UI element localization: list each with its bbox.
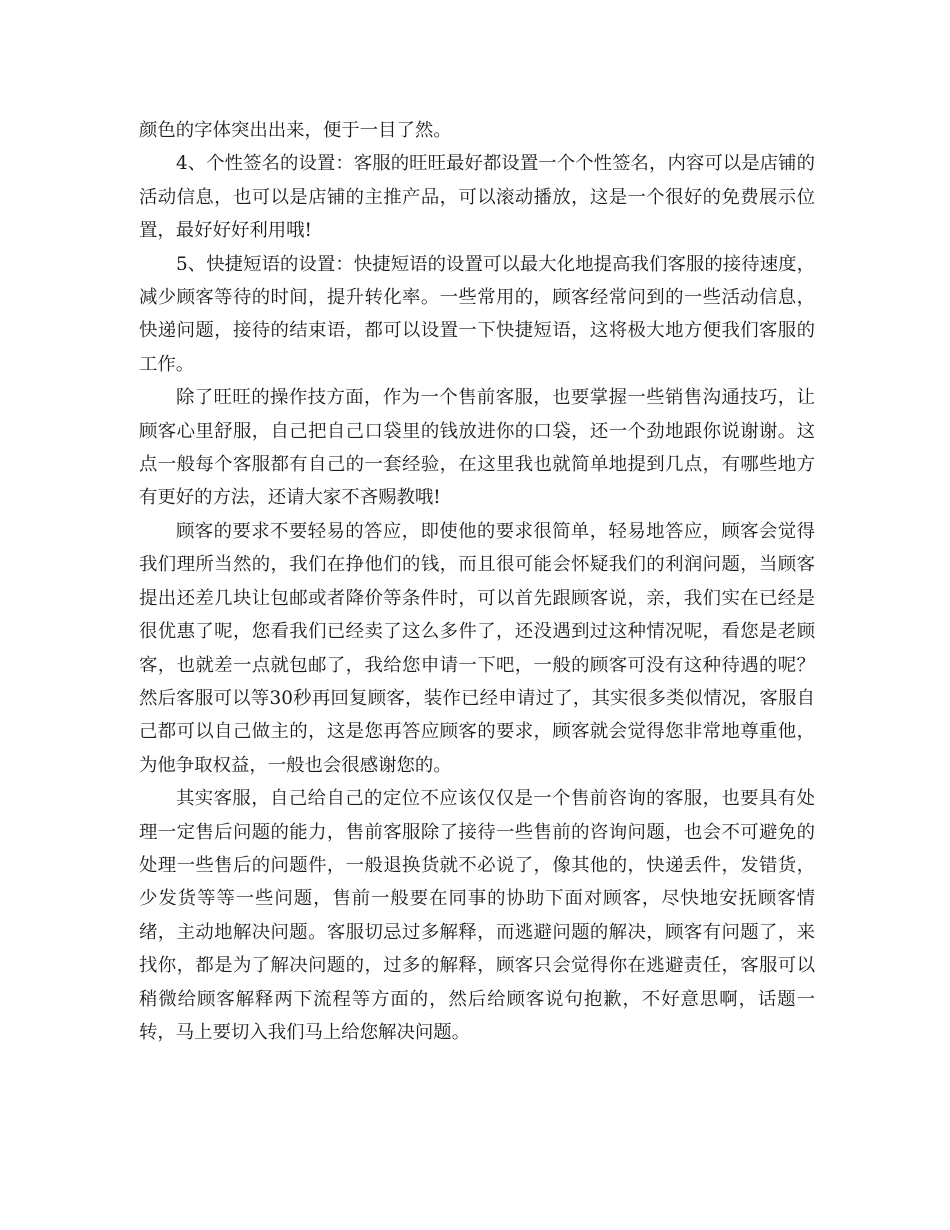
paragraph-customer-requests: 顾客的要求不要轻易的答应，即使他的要求很简单，轻易地答应，顾客会觉得我们理所当然的，我们在挣他们的钱，而且很可能会怀疑我们的利润问题，当顾客提出还差几块让包邮或者降价等条件时，可以首先跟顾客说，亲，我们实在已经是很优惠了呢，您看我们已经卖了这么多件了，还没遇到过这种情况呢，看您是老顾客，也就差一点就包邮了，我给您申请一下吧，一般的顾客可没有这种待遇的呢？然后客服可以等30秒再回复顾客，装作已经申请过了，其实很多类似情况，客服自己都可以自己做主的，这是您再答应顾客的要求，顾客就会觉得您非常地尊重他，为他争取权益，一般也会很感谢您的。 [139, 520, 815, 776]
paragraph-quick-phrase-setting: 5、快捷短语的设置：快捷短语的设置可以最大化地提高我们客服的接待速度，减少顾客等待的时间，提升转化率。一些常用的，顾客经常问到的一些活动信息，快递问题，接待的结束语，都可以设置一下快捷短语，这将极大地方便我们客服的工作。 [139, 253, 815, 375]
document-body [139, 114, 815, 1049]
paragraph-signature-setting: 4、个性签名的设置：客服的旺旺最好都设置一个个性签名，内容可以是店铺的活动信息，也可以是店铺的主推产品，可以滚动播放，这是一个很好的免费展示位置，最好好好利用哦! [139, 153, 815, 242]
paragraph-after-sales: 其实客服，自己给自己的定位不应该仅仅是一个售前咨询的客服，也要具有处理一定售后问题的能力，售前客服除了接待一些售前的咨询问题，也会不可避免的处理一些售后的问题件，一般退换货就不必说了，像其他的，快递丢件，发错货，少发货等等一些问题，售前一般要在同事的协助下面对顾客，尽快地安抚顾客情绪，主动地解决问题。客服切忌过多解释，而逃避问题的解决，顾客有问题了，来找你，都是为了解决问题的，过多的解释，顾客只会觉得你在逃避责任，客服可以稍微给顾客解释两下流程等方面的，然后给顾客说句抱歉，不好意思啊，话题一转，马上要切入我们马上给您解决问题。 [139, 788, 815, 1043]
paragraph-sales-skills: 除了旺旺的操作技方面，作为一个售前客服，也要掌握一些销售沟通技巧，让顾客心里舒服，自己把自己口袋里的钱放进你的口袋，还一个劲地跟你说谢谢。这点一般每个客服都有自己的一套经验，在这里我也就简单地提到几点，有哪些地方有更好的方法，还请大家不吝赐教哦! [139, 387, 815, 509]
paragraph-continued: 颜色的字体突出出来，便于一目了然。 [139, 120, 452, 141]
